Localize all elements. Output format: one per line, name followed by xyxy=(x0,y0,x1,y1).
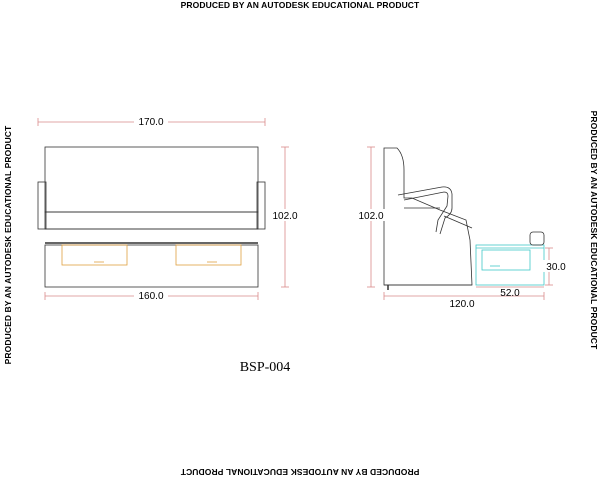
front-base xyxy=(45,245,258,287)
side-height-label: 102.0 xyxy=(358,211,384,222)
drawers xyxy=(62,245,241,265)
side-view xyxy=(367,147,553,300)
front-width-top-label: 170.0 xyxy=(138,117,164,128)
front-height-label: 102.0 xyxy=(272,211,298,222)
footrest xyxy=(476,245,544,285)
watermark-right: PRODUCED BY AN AUTODESK EDUCATIONAL PRODUCT xyxy=(589,110,599,350)
front-width-bottom-label: 160.0 xyxy=(138,291,164,302)
side-body-outline xyxy=(384,148,472,285)
footrest-cushion xyxy=(530,232,544,245)
drawing-code: BSP-004 xyxy=(239,360,291,375)
footrest-tray xyxy=(476,245,544,285)
watermark-bottom: PRODUCED BY AN AUTODESK EDUCATIONAL PRODUCT xyxy=(180,467,420,477)
front-seat xyxy=(45,212,258,229)
footrest-inner xyxy=(482,250,530,270)
footrest-depth-label: 52.0 xyxy=(500,288,520,299)
front-backrest xyxy=(45,147,258,212)
side-armrest xyxy=(398,187,452,234)
watermark-top: PRODUCED BY AN AUTODESK EDUCATIONAL PRODUCT xyxy=(180,0,420,10)
front-view xyxy=(38,118,289,300)
side-depth-label: 120.0 xyxy=(449,299,475,310)
footrest-height-label: 30.0 xyxy=(546,262,566,273)
watermark-left: PRODUCED BY AN AUTODESK EDUCATIONAL PRODUCT xyxy=(3,125,13,365)
